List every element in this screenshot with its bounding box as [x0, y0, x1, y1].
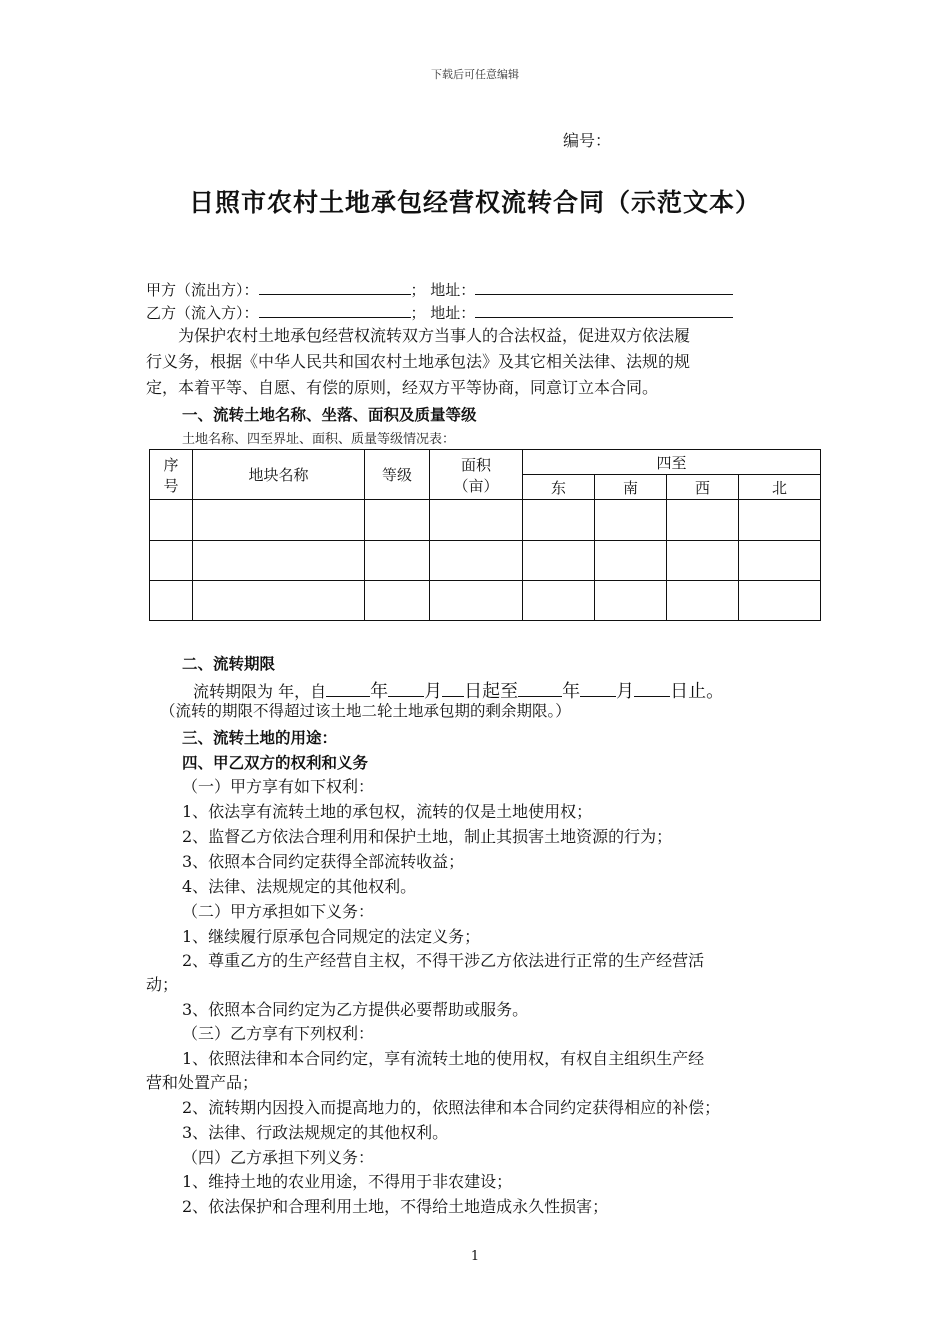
table-header-area-1: 面积	[460, 455, 491, 474]
a-rights-item-3: 3、依照本合同约定获得全部流转收益；	[182, 852, 465, 871]
party-b-label: 乙方（流入方）：	[146, 304, 259, 322]
header-note: 下载后可任意编辑	[431, 68, 519, 81]
table-cell[interactable]	[595, 500, 667, 541]
table-cell[interactable]	[365, 541, 430, 581]
document-title: 日照市农村土地承包经营权流转合同（示范文本）	[188, 188, 761, 217]
party-a-line	[146, 279, 733, 300]
b-rights-item-1b: 营和处置产品；	[146, 1073, 259, 1092]
table-cell[interactable]	[739, 500, 821, 541]
table-cell[interactable]	[667, 500, 739, 541]
party-b-name-blank[interactable]	[259, 303, 411, 318]
start-month-blank[interactable]	[388, 680, 424, 697]
table-row	[150, 581, 821, 621]
a-duties-item-2a: 2、尊重乙方的生产经营自主权，不得干涉乙方依法进行正常的生产经营活	[182, 951, 705, 970]
table-header-area-2: （亩）	[453, 476, 499, 495]
table-cell[interactable]	[430, 581, 523, 621]
table-cell[interactable]	[150, 500, 193, 541]
a-duties-item-2b: 动；	[146, 975, 179, 994]
a-duties-item-1: 1、继续履行原承包合同规定的法定义务；	[182, 927, 481, 946]
start-year-blank[interactable]	[326, 680, 370, 697]
period-text-5: 年	[562, 681, 581, 702]
period-text-1: 流转期限为 年，自	[193, 682, 327, 701]
table-cell[interactable]	[595, 541, 667, 581]
section2-heading: 二、流转期限	[182, 655, 276, 673]
a-duties-title: （二）甲方承担如下义务：	[182, 902, 375, 921]
b-duties-title: （四）乙方承担下列义务：	[182, 1148, 375, 1167]
table-header-north: 北	[739, 475, 821, 500]
table-header-east: 东	[523, 475, 595, 500]
table-cell[interactable]	[667, 541, 739, 581]
table-cell[interactable]	[150, 581, 193, 621]
end-day-blank[interactable]	[634, 680, 670, 697]
table-cell[interactable]	[193, 581, 365, 621]
end-year-blank[interactable]	[518, 680, 562, 697]
table-header-area	[430, 450, 523, 500]
table-cell[interactable]	[739, 581, 821, 621]
table-cell[interactable]	[193, 500, 365, 541]
b-rights-item-2: 2、流转期内因投入而提高地力的，依照法律和本合同约定获得相应的补偿；	[182, 1098, 721, 1117]
period-text-2: 年	[370, 681, 389, 702]
a-rights-title: （一）甲方享有如下权利：	[182, 777, 375, 796]
party-b-address-blank[interactable]	[475, 303, 733, 318]
table-header-boundaries: 四至	[523, 450, 821, 475]
table-cell[interactable]	[150, 541, 193, 581]
party-b-line	[146, 302, 733, 323]
section4-heading: 四、甲乙双方的权利和义务	[182, 754, 369, 772]
a-rights-item-4: 4、法律、法规规定的其他权利。	[182, 877, 417, 896]
intro-line-3: 定，本着平等、自愿、有偿的原则，经双方平等协商，同意订立本合同。	[146, 378, 659, 397]
party-a-label: 甲方（流出方）：	[146, 281, 259, 299]
table-header-index-1: 序	[163, 455, 179, 474]
table-caption: 土地名称、四至界址、面积、质量等级情况表：	[182, 432, 456, 447]
table-cell[interactable]	[595, 581, 667, 621]
table-cell[interactable]	[523, 541, 595, 581]
section1-heading: 一、流转土地名称、坐落、面积及质量等级	[182, 406, 477, 424]
a-duties-item-3: 3、依照本合同约定为乙方提供必要帮助或服务。	[182, 1000, 529, 1019]
intro-line-1: 为保护农村土地承包经营权流转双方当事人的合法权益，促进双方依法履	[178, 326, 691, 345]
table-cell[interactable]	[430, 500, 523, 541]
party-a-address-blank[interactable]	[475, 280, 733, 295]
table-cell[interactable]	[365, 581, 430, 621]
table-cell[interactable]	[667, 581, 739, 621]
period-text-3: 月	[424, 681, 443, 702]
period-text-4: 日起至	[464, 681, 519, 702]
table-cell[interactable]	[193, 541, 365, 581]
document-number-label: 编号：	[563, 131, 612, 150]
period-note: （流转的期限不得超过该土地二轮土地承包期的剩余期限。）	[160, 702, 571, 720]
table-header-south: 南	[595, 475, 667, 500]
period-text-7: 日止。	[670, 681, 725, 702]
table-header-index	[150, 450, 193, 500]
party-a-name-blank[interactable]	[259, 280, 411, 295]
table-cell[interactable]	[365, 500, 430, 541]
intro-line-2: 行义务，根据《中华人民共和国农村土地承包法》及其它相关法律、法规的规	[146, 352, 691, 371]
table-cell[interactable]	[523, 500, 595, 541]
table-cell[interactable]	[430, 541, 523, 581]
table-header-west: 西	[667, 475, 739, 500]
a-rights-item-2: 2、监督乙方依法合理利用和保护土地，制止其损害土地资源的行为；	[182, 827, 673, 846]
end-month-blank[interactable]	[580, 680, 616, 697]
b-rights-item-1a: 1、依照法律和本合同约定，享有流转土地的使用权，有权自主组织生产经	[182, 1049, 705, 1068]
table-cell[interactable]	[739, 541, 821, 581]
party-a-address-label: ； 地址：	[410, 281, 476, 299]
land-info-table	[149, 449, 821, 621]
page-number: 1	[470, 1249, 480, 1264]
b-rights-item-3: 3、法律、行政法规规定的其他权利。	[182, 1123, 449, 1142]
start-day-blank[interactable]	[442, 680, 464, 697]
table-header-name: 地块名称	[193, 450, 365, 500]
table-cell[interactable]	[523, 581, 595, 621]
table-row	[150, 500, 821, 541]
table-row	[150, 541, 821, 581]
a-rights-item-1: 1、依法享有流转土地的承包权，流转的仅是土地使用权；	[182, 802, 593, 821]
party-b-address-label: ； 地址：	[410, 304, 476, 322]
section3-heading: 三、流转土地的用途：	[182, 729, 338, 747]
b-rights-title: （三）乙方享有下列权利：	[182, 1024, 375, 1043]
b-duties-item-2: 2、依法保护和合理利用土地，不得给土地造成永久性损害；	[182, 1197, 609, 1216]
period-text-6: 月	[616, 681, 635, 702]
table-header-grade: 等级	[365, 450, 430, 500]
b-duties-item-1: 1、维持土地的农业用途，不得用于非农建设；	[182, 1172, 513, 1191]
table-header-index-2: 号	[163, 476, 179, 495]
